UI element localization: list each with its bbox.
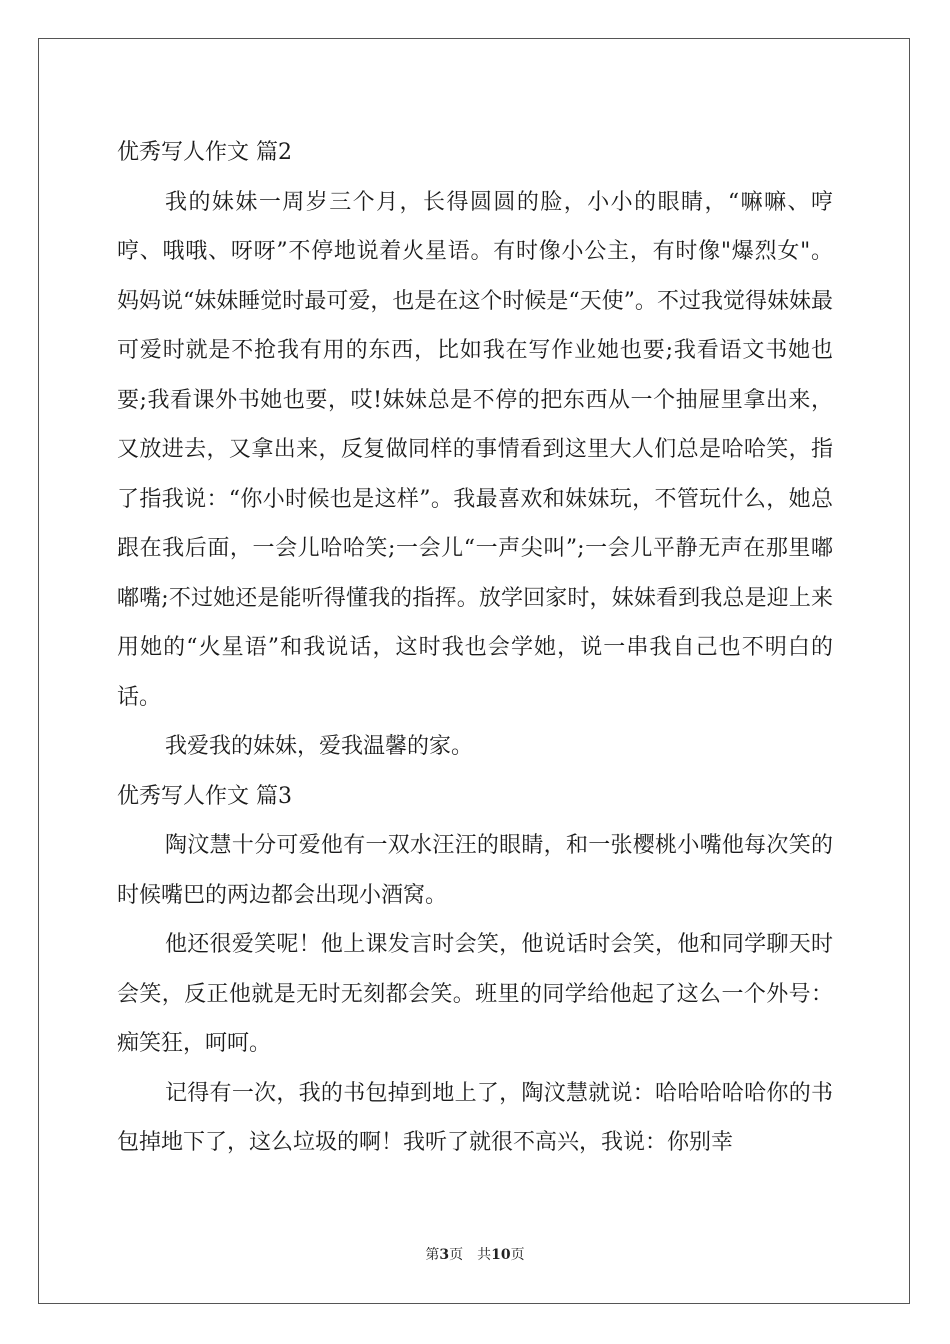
paragraph: 我的妹妹一周岁三个月，长得圆圆的脸，小小的眼睛，“嘛嘛、哼哼、哦哦、呀呀”不停地说着火星语。有时像小公主，有时像"爆烈女"。 妈妈说“妹妹睡觉时最可爱，也是在这个时候是“天使”。不过我觉得妹妹最可爱时就是不抢我有用的东西，比如我在写作业她也要;我看语文书她也要;我看课外书她也要，哎!妹妹总是不停的把东西从一个抽屉里拿出来，又放进去，又拿出来，反复做同样的事情看到这里大人们总是哈哈笑，指了指我说：“你小时候也是这样”。我最喜欢和妹妹玩，不管玩什么，她总跟在我后面，一会儿哈哈笑;一会儿“一声尖叫”;一会儿平静无声在那里嘟嘟嘴;不过她还是能听得懂我的指挥。放学回家时，妹妹看到我总是迎上来用她的“火星语”和我说话，这时我也会学她，说一串我自己也不明白的话。 [117,189,833,710]
page-footer [0,1244,950,1264]
paragraph: 记得有一次，我的书包掉到地上了，陶汶慧就说：哈哈哈哈哈你的书包掉地下了，这么垃圾的啊！我听了就很不高兴，我说：你别幸 [117,1080,833,1155]
section-title: 优秀写人作文 篇3 [117,783,292,809]
document-body [117,128,833,1168]
total-page-count: 10 [491,1247,511,1263]
paragraph: 陶汶慧十分可爱他有一双水汪汪的眼睛，和一张樱桃小嘴他每次笑的时候嘴巴的两边都会出现小酒窝。 [117,833,833,908]
paragraph: 他还很爱笑呢！他上课发言时会笑，他说话时会笑，他和同学聊天时会笑，反正他就是无时无刻都会笑。班里的同学给他起了这么一个外号：痴笑狂，呵呵。 [117,932,833,1056]
current-page-number: 3 [439,1247,450,1263]
footer-prefix: 第 [425,1247,440,1263]
paragraph: 我爱我的妹妹，爱我温馨的家。 [165,734,474,759]
section-title: 优秀写人作文 篇2 [117,140,292,165]
footer-mid: 页 共 [449,1247,492,1263]
footer-suffix: 页 [510,1247,525,1263]
